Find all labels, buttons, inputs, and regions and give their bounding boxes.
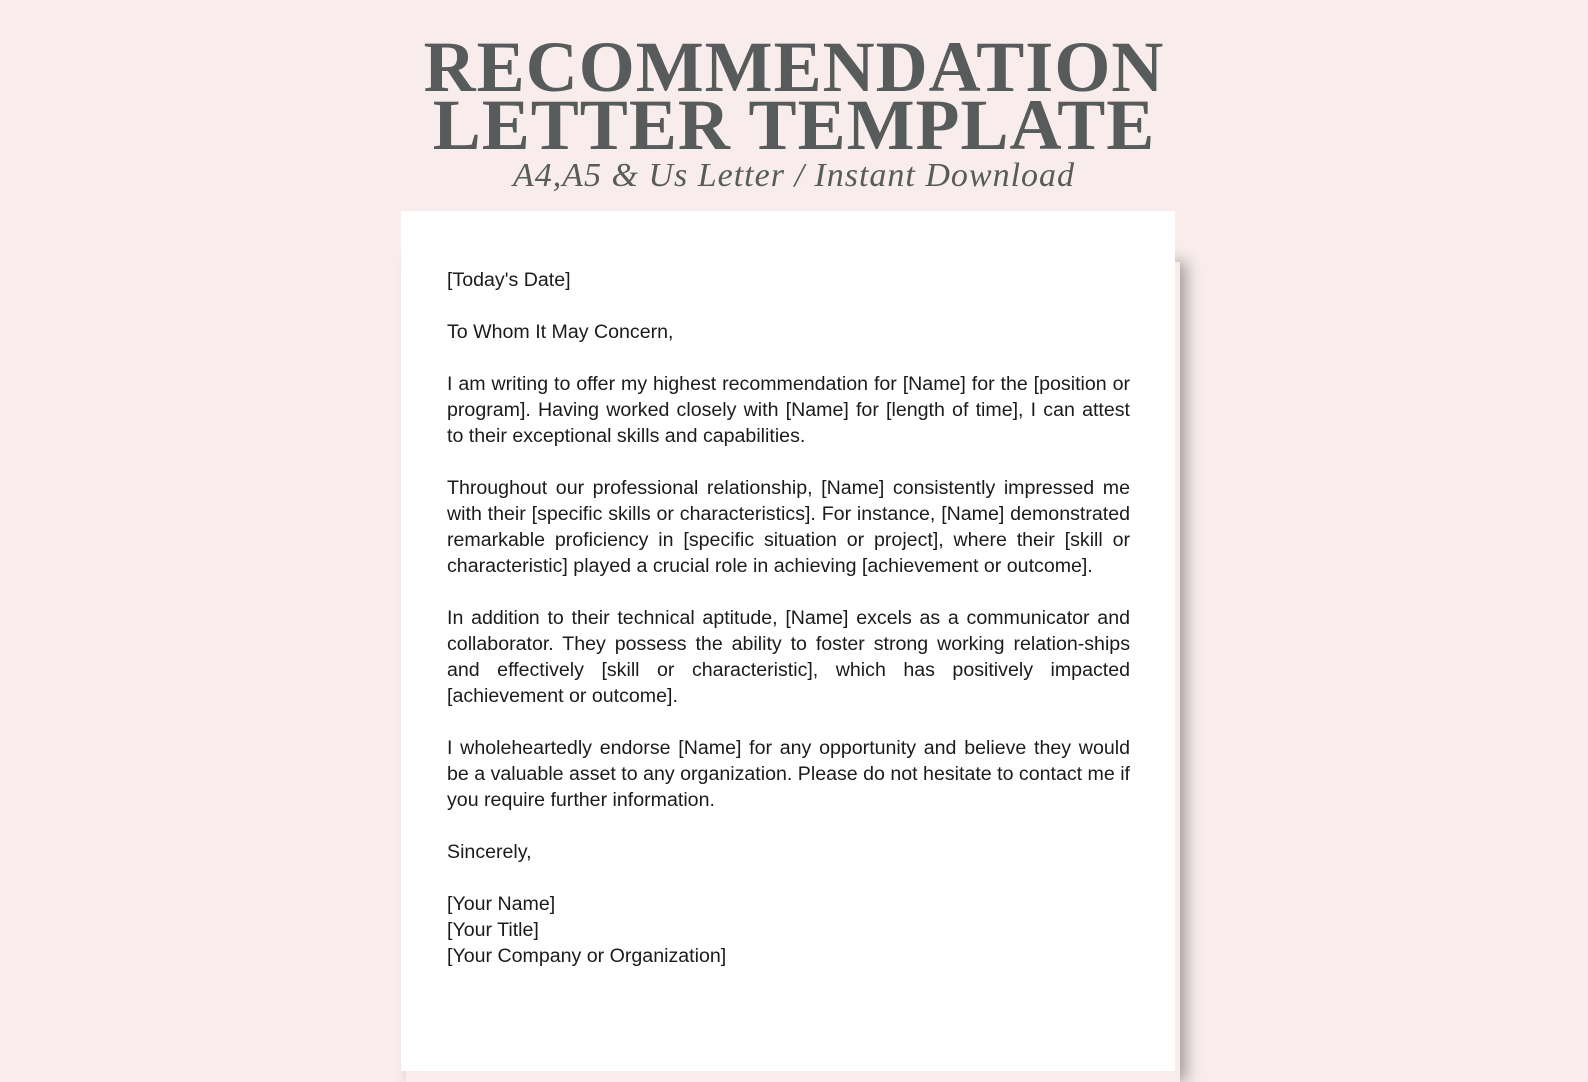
letter-paragraph-4: I wholeheartedly endorse [Name] for any opportunity and believe they would be a valuable asset to any organization. Please do not hesitate to contact me if you require further information. bbox=[447, 737, 1130, 811]
signature-title: [Your Title] bbox=[447, 919, 539, 941]
letter-closing: Sincerely, bbox=[447, 841, 532, 863]
letter-paragraph-3: In addition to their technical aptitude, [Name] excels as a communicator and collaborator. They possess the ability to foster strong working relation-ships and effectively [skill or characteristic], which has positively impacted [achievement or outcome]. bbox=[447, 607, 1130, 707]
letter-signature bbox=[447, 891, 1130, 969]
letter-page bbox=[401, 211, 1175, 1071]
signature-name: [Your Name] bbox=[447, 893, 556, 915]
letter-paragraph-2: Throughout our professional relationship, [Name] consistently impressed me with their [specific skills or characteristics]. For instance, [Name] demonstrated remarkable proficiency in [specific situation or project], where their [skill or characteristic] played a crucial role in achieving [achievement or outcome]. bbox=[447, 477, 1130, 577]
signature-company: [Your Company or Organization] bbox=[447, 945, 727, 967]
letter-paragraph-1: I am writing to offer my highest recommendation for [Name] for the [position or program]. Having worked closely with [Name] for [length of time], I can attest to their exceptional skills and capabilities. bbox=[447, 373, 1130, 447]
letter-salutation: To Whom It May Concern, bbox=[447, 321, 674, 343]
letter-date: [Today's Date] bbox=[447, 269, 571, 291]
page-title-line-1: RECOMMENDATION bbox=[423, 27, 1165, 107]
letter-body bbox=[447, 267, 1130, 969]
page-title-line-2: LETTER TEMPLATE bbox=[432, 85, 1156, 165]
page-subtitle: A4,A5 & Us Letter / Instant Download bbox=[512, 157, 1076, 194]
